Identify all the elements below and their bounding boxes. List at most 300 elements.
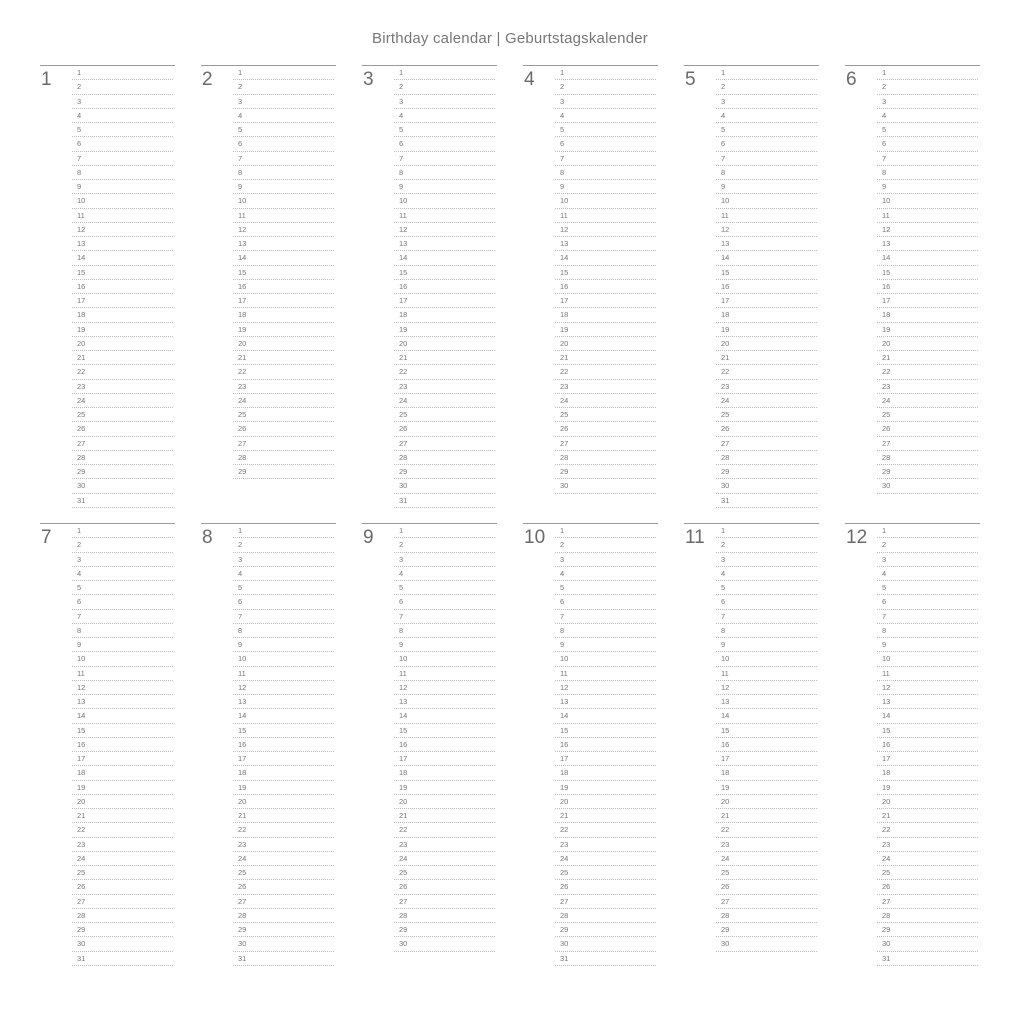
day-row[interactable]: 7 bbox=[877, 152, 978, 166]
day-row[interactable]: 16 bbox=[877, 738, 978, 752]
day-row[interactable]: 16 bbox=[555, 280, 656, 294]
day-row[interactable]: 28 bbox=[555, 451, 656, 465]
day-row[interactable]: 15 bbox=[233, 266, 334, 280]
day-row[interactable]: 19 bbox=[555, 781, 656, 795]
day-row[interactable]: 30 bbox=[72, 937, 173, 951]
day-row[interactable]: 18 bbox=[716, 308, 817, 322]
day-row[interactable]: 5 bbox=[72, 123, 173, 137]
day-row[interactable]: 30 bbox=[877, 937, 978, 951]
day-row[interactable]: 4 bbox=[716, 567, 817, 581]
day-row[interactable]: 24 bbox=[233, 394, 334, 408]
day-row[interactable]: 7 bbox=[877, 610, 978, 624]
day-row[interactable]: 14 bbox=[72, 709, 173, 723]
day-row[interactable]: 6 bbox=[72, 137, 173, 151]
day-row[interactable]: 2 bbox=[716, 538, 817, 552]
day-row[interactable]: 17 bbox=[877, 294, 978, 308]
day-row[interactable]: 22 bbox=[877, 823, 978, 837]
day-row[interactable]: 7 bbox=[233, 610, 334, 624]
day-row[interactable]: 23 bbox=[555, 838, 656, 852]
day-row[interactable]: 11 bbox=[72, 209, 173, 223]
day-row[interactable]: 26 bbox=[233, 422, 334, 436]
day-row[interactable]: 16 bbox=[716, 280, 817, 294]
day-row[interactable]: 1 bbox=[877, 66, 978, 80]
day-row[interactable]: 5 bbox=[716, 123, 817, 137]
day-row[interactable]: 16 bbox=[233, 280, 334, 294]
day-row[interactable]: 11 bbox=[716, 667, 817, 681]
day-row[interactable]: 29 bbox=[394, 465, 495, 479]
day-row[interactable]: 12 bbox=[233, 681, 334, 695]
day-row[interactable]: 23 bbox=[233, 838, 334, 852]
day-row[interactable]: 24 bbox=[555, 852, 656, 866]
day-row[interactable]: 17 bbox=[716, 294, 817, 308]
day-row[interactable]: 16 bbox=[233, 738, 334, 752]
day-row[interactable]: 24 bbox=[72, 394, 173, 408]
day-row[interactable]: 5 bbox=[233, 581, 334, 595]
day-row[interactable]: 11 bbox=[233, 209, 334, 223]
day-row[interactable]: 30 bbox=[877, 479, 978, 493]
day-row[interactable]: 7 bbox=[716, 610, 817, 624]
day-row[interactable]: 14 bbox=[233, 709, 334, 723]
day-row[interactable]: 20 bbox=[877, 795, 978, 809]
day-row[interactable]: 29 bbox=[72, 465, 173, 479]
day-row[interactable]: 10 bbox=[72, 194, 173, 208]
day-row[interactable]: 8 bbox=[233, 624, 334, 638]
day-row[interactable]: 8 bbox=[555, 166, 656, 180]
day-row[interactable]: 7 bbox=[555, 610, 656, 624]
day-row[interactable]: 1 bbox=[716, 524, 817, 538]
day-row[interactable]: 19 bbox=[877, 323, 978, 337]
day-row[interactable]: 22 bbox=[72, 365, 173, 379]
day-row[interactable]: 21 bbox=[233, 351, 334, 365]
day-row[interactable]: 25 bbox=[233, 866, 334, 880]
day-row[interactable]: 21 bbox=[716, 809, 817, 823]
day-row[interactable]: 31 bbox=[555, 952, 656, 966]
day-row[interactable]: 11 bbox=[394, 667, 495, 681]
day-row[interactable]: 14 bbox=[716, 251, 817, 265]
day-row[interactable]: 28 bbox=[394, 451, 495, 465]
day-row[interactable]: 5 bbox=[555, 581, 656, 595]
day-row[interactable]: 18 bbox=[233, 766, 334, 780]
day-row[interactable]: 29 bbox=[877, 465, 978, 479]
day-row[interactable]: 12 bbox=[716, 223, 817, 237]
day-row[interactable]: 12 bbox=[72, 681, 173, 695]
day-row[interactable]: 17 bbox=[394, 752, 495, 766]
day-row[interactable]: 11 bbox=[877, 209, 978, 223]
day-row[interactable]: 22 bbox=[394, 365, 495, 379]
day-row[interactable]: 9 bbox=[72, 638, 173, 652]
day-row[interactable]: 1 bbox=[233, 66, 334, 80]
day-row[interactable]: 4 bbox=[877, 109, 978, 123]
day-row[interactable]: 17 bbox=[72, 294, 173, 308]
day-row[interactable]: 10 bbox=[233, 652, 334, 666]
day-row[interactable]: 22 bbox=[716, 365, 817, 379]
day-row[interactable]: 28 bbox=[877, 909, 978, 923]
day-row[interactable]: 23 bbox=[394, 838, 495, 852]
day-row[interactable]: 4 bbox=[72, 109, 173, 123]
day-row[interactable]: 25 bbox=[72, 866, 173, 880]
day-row[interactable]: 16 bbox=[555, 738, 656, 752]
day-row[interactable]: 27 bbox=[233, 437, 334, 451]
day-row[interactable]: 25 bbox=[233, 408, 334, 422]
day-row[interactable]: 2 bbox=[233, 80, 334, 94]
day-row[interactable]: 18 bbox=[394, 766, 495, 780]
day-row[interactable]: 25 bbox=[394, 408, 495, 422]
day-row[interactable]: 8 bbox=[394, 166, 495, 180]
day-row[interactable]: 30 bbox=[555, 479, 656, 493]
day-row[interactable]: 10 bbox=[72, 652, 173, 666]
day-row[interactable]: 5 bbox=[555, 123, 656, 137]
day-row[interactable]: 28 bbox=[233, 909, 334, 923]
day-row[interactable]: 8 bbox=[877, 166, 978, 180]
day-row[interactable]: 20 bbox=[394, 795, 495, 809]
day-row[interactable]: 10 bbox=[394, 194, 495, 208]
day-row[interactable]: 26 bbox=[877, 880, 978, 894]
day-row[interactable]: 3 bbox=[555, 95, 656, 109]
day-row[interactable]: 21 bbox=[716, 351, 817, 365]
day-row[interactable]: 31 bbox=[716, 494, 817, 508]
day-row[interactable]: 31 bbox=[877, 952, 978, 966]
day-row[interactable]: 15 bbox=[394, 724, 495, 738]
day-row[interactable]: 10 bbox=[555, 194, 656, 208]
day-row[interactable]: 30 bbox=[716, 937, 817, 951]
day-row[interactable]: 24 bbox=[716, 394, 817, 408]
day-row[interactable]: 21 bbox=[72, 351, 173, 365]
day-row[interactable]: 30 bbox=[555, 937, 656, 951]
day-row[interactable]: 3 bbox=[394, 95, 495, 109]
day-row[interactable]: 4 bbox=[394, 109, 495, 123]
day-row[interactable]: 18 bbox=[877, 308, 978, 322]
day-row[interactable]: 28 bbox=[72, 451, 173, 465]
day-row[interactable]: 7 bbox=[394, 610, 495, 624]
day-row[interactable]: 14 bbox=[877, 709, 978, 723]
day-row[interactable]: 4 bbox=[394, 567, 495, 581]
day-row[interactable]: 28 bbox=[716, 909, 817, 923]
day-row[interactable]: 2 bbox=[394, 80, 495, 94]
day-row[interactable]: 16 bbox=[394, 738, 495, 752]
day-row[interactable]: 7 bbox=[394, 152, 495, 166]
day-row[interactable]: 14 bbox=[555, 251, 656, 265]
day-row[interactable]: 3 bbox=[233, 95, 334, 109]
day-row[interactable]: 13 bbox=[233, 695, 334, 709]
day-row[interactable]: 13 bbox=[555, 695, 656, 709]
day-row[interactable]: 21 bbox=[394, 809, 495, 823]
day-row[interactable]: 19 bbox=[394, 781, 495, 795]
day-row[interactable]: 31 bbox=[72, 494, 173, 508]
day-row[interactable]: 6 bbox=[233, 137, 334, 151]
day-row[interactable]: 27 bbox=[233, 895, 334, 909]
day-row[interactable]: 18 bbox=[555, 766, 656, 780]
day-row[interactable]: 26 bbox=[72, 422, 173, 436]
day-row[interactable]: 28 bbox=[72, 909, 173, 923]
day-row[interactable]: 8 bbox=[877, 624, 978, 638]
day-row[interactable]: 13 bbox=[877, 695, 978, 709]
day-row[interactable]: 29 bbox=[877, 923, 978, 937]
day-row[interactable]: 6 bbox=[716, 595, 817, 609]
day-row[interactable]: 7 bbox=[72, 152, 173, 166]
day-row[interactable]: 2 bbox=[233, 538, 334, 552]
day-row[interactable]: 20 bbox=[72, 795, 173, 809]
day-row[interactable]: 27 bbox=[555, 895, 656, 909]
day-row[interactable]: 28 bbox=[877, 451, 978, 465]
day-row[interactable]: 30 bbox=[716, 479, 817, 493]
day-row[interactable]: 9 bbox=[877, 638, 978, 652]
day-row[interactable]: 14 bbox=[72, 251, 173, 265]
day-row[interactable]: 25 bbox=[877, 866, 978, 880]
day-row[interactable]: 8 bbox=[716, 166, 817, 180]
day-row[interactable]: 25 bbox=[72, 408, 173, 422]
day-row[interactable]: 20 bbox=[233, 795, 334, 809]
day-row[interactable]: 7 bbox=[72, 610, 173, 624]
day-row[interactable]: 23 bbox=[72, 838, 173, 852]
day-row[interactable]: 20 bbox=[72, 337, 173, 351]
day-row[interactable]: 3 bbox=[72, 95, 173, 109]
day-row[interactable]: 26 bbox=[716, 422, 817, 436]
day-row[interactable]: 4 bbox=[233, 567, 334, 581]
day-row[interactable]: 24 bbox=[877, 852, 978, 866]
day-row[interactable]: 12 bbox=[555, 681, 656, 695]
day-row[interactable]: 12 bbox=[72, 223, 173, 237]
day-row[interactable]: 6 bbox=[716, 137, 817, 151]
day-row[interactable]: 29 bbox=[716, 923, 817, 937]
day-row[interactable]: 14 bbox=[394, 251, 495, 265]
day-row[interactable]: 26 bbox=[394, 880, 495, 894]
day-row[interactable]: 15 bbox=[72, 266, 173, 280]
day-row[interactable]: 27 bbox=[877, 895, 978, 909]
day-row[interactable]: 10 bbox=[877, 652, 978, 666]
day-row[interactable]: 20 bbox=[394, 337, 495, 351]
day-row[interactable]: 5 bbox=[394, 581, 495, 595]
day-row[interactable]: 13 bbox=[72, 695, 173, 709]
day-row[interactable]: 11 bbox=[555, 667, 656, 681]
day-row[interactable]: 16 bbox=[716, 738, 817, 752]
day-row[interactable]: 26 bbox=[877, 422, 978, 436]
day-row[interactable]: 10 bbox=[555, 652, 656, 666]
day-row[interactable]: 15 bbox=[72, 724, 173, 738]
day-row[interactable]: 30 bbox=[394, 937, 495, 951]
day-row[interactable]: 5 bbox=[716, 581, 817, 595]
day-row[interactable]: 19 bbox=[233, 323, 334, 337]
day-row[interactable]: 13 bbox=[394, 237, 495, 251]
day-row[interactable]: 1 bbox=[72, 66, 173, 80]
day-row[interactable]: 3 bbox=[72, 553, 173, 567]
day-row[interactable]: 15 bbox=[877, 266, 978, 280]
day-row[interactable]: 13 bbox=[716, 695, 817, 709]
day-row[interactable]: 25 bbox=[716, 866, 817, 880]
day-row[interactable]: 24 bbox=[394, 852, 495, 866]
day-row[interactable]: 20 bbox=[716, 337, 817, 351]
day-row[interactable]: 31 bbox=[233, 952, 334, 966]
day-row[interactable]: 19 bbox=[72, 323, 173, 337]
day-row[interactable]: 25 bbox=[555, 408, 656, 422]
day-row[interactable]: 5 bbox=[394, 123, 495, 137]
day-row[interactable]: 20 bbox=[877, 337, 978, 351]
day-row[interactable]: 15 bbox=[716, 266, 817, 280]
day-row[interactable]: 5 bbox=[877, 123, 978, 137]
day-row[interactable]: 11 bbox=[233, 667, 334, 681]
day-row[interactable]: 30 bbox=[394, 479, 495, 493]
day-row[interactable]: 1 bbox=[394, 66, 495, 80]
day-row[interactable]: 17 bbox=[877, 752, 978, 766]
day-row[interactable]: 4 bbox=[555, 567, 656, 581]
day-row[interactable]: 8 bbox=[233, 166, 334, 180]
day-row[interactable]: 23 bbox=[233, 380, 334, 394]
day-row[interactable]: 9 bbox=[555, 180, 656, 194]
day-row[interactable]: 25 bbox=[555, 866, 656, 880]
day-row[interactable]: 14 bbox=[716, 709, 817, 723]
day-row[interactable]: 29 bbox=[394, 923, 495, 937]
day-row[interactable]: 15 bbox=[555, 724, 656, 738]
day-row[interactable]: 27 bbox=[716, 895, 817, 909]
day-row[interactable]: 1 bbox=[555, 66, 656, 80]
day-row[interactable]: 29 bbox=[555, 923, 656, 937]
day-row[interactable]: 1 bbox=[394, 524, 495, 538]
day-row[interactable]: 21 bbox=[72, 809, 173, 823]
day-row[interactable]: 1 bbox=[233, 524, 334, 538]
day-row[interactable]: 1 bbox=[716, 66, 817, 80]
day-row[interactable]: 26 bbox=[716, 880, 817, 894]
day-row[interactable]: 3 bbox=[233, 553, 334, 567]
day-row[interactable]: 4 bbox=[72, 567, 173, 581]
day-row[interactable]: 26 bbox=[72, 880, 173, 894]
day-row[interactable]: 29 bbox=[233, 465, 334, 479]
day-row[interactable]: 9 bbox=[233, 638, 334, 652]
day-row[interactable]: 30 bbox=[233, 937, 334, 951]
day-row[interactable]: 28 bbox=[555, 909, 656, 923]
day-row[interactable]: 17 bbox=[72, 752, 173, 766]
day-row[interactable]: 11 bbox=[716, 209, 817, 223]
day-row[interactable]: 2 bbox=[394, 538, 495, 552]
day-row[interactable]: 27 bbox=[72, 437, 173, 451]
day-row[interactable]: 19 bbox=[555, 323, 656, 337]
day-row[interactable]: 4 bbox=[877, 567, 978, 581]
day-row[interactable]: 9 bbox=[394, 638, 495, 652]
day-row[interactable]: 9 bbox=[72, 180, 173, 194]
day-row[interactable]: 22 bbox=[716, 823, 817, 837]
day-row[interactable]: 2 bbox=[555, 538, 656, 552]
day-row[interactable]: 5 bbox=[72, 581, 173, 595]
day-row[interactable]: 1 bbox=[555, 524, 656, 538]
day-row[interactable]: 12 bbox=[877, 681, 978, 695]
day-row[interactable]: 22 bbox=[877, 365, 978, 379]
day-row[interactable]: 23 bbox=[394, 380, 495, 394]
day-row[interactable]: 27 bbox=[877, 437, 978, 451]
day-row[interactable]: 18 bbox=[394, 308, 495, 322]
day-row[interactable]: 10 bbox=[233, 194, 334, 208]
day-row[interactable]: 19 bbox=[716, 323, 817, 337]
day-row[interactable]: 21 bbox=[555, 351, 656, 365]
day-row[interactable]: 17 bbox=[716, 752, 817, 766]
day-row[interactable]: 6 bbox=[72, 595, 173, 609]
day-row[interactable]: 6 bbox=[394, 595, 495, 609]
day-row[interactable]: 9 bbox=[233, 180, 334, 194]
day-row[interactable]: 23 bbox=[877, 380, 978, 394]
day-row[interactable]: 12 bbox=[877, 223, 978, 237]
day-row[interactable]: 21 bbox=[555, 809, 656, 823]
day-row[interactable]: 22 bbox=[233, 365, 334, 379]
day-row[interactable]: 14 bbox=[877, 251, 978, 265]
day-row[interactable]: 25 bbox=[394, 866, 495, 880]
day-row[interactable]: 28 bbox=[394, 909, 495, 923]
day-row[interactable]: 18 bbox=[716, 766, 817, 780]
day-row[interactable]: 18 bbox=[72, 308, 173, 322]
day-row[interactable]: 15 bbox=[555, 266, 656, 280]
day-row[interactable]: 10 bbox=[716, 652, 817, 666]
day-row[interactable]: 24 bbox=[394, 394, 495, 408]
day-row[interactable]: 22 bbox=[555, 365, 656, 379]
day-row[interactable]: 7 bbox=[233, 152, 334, 166]
day-row[interactable]: 8 bbox=[72, 166, 173, 180]
day-row[interactable]: 31 bbox=[72, 952, 173, 966]
day-row[interactable]: 12 bbox=[555, 223, 656, 237]
day-row[interactable]: 26 bbox=[555, 422, 656, 436]
day-row[interactable]: 21 bbox=[394, 351, 495, 365]
day-row[interactable]: 3 bbox=[877, 553, 978, 567]
day-row[interactable]: 23 bbox=[555, 380, 656, 394]
day-row[interactable]: 13 bbox=[394, 695, 495, 709]
day-row[interactable]: 17 bbox=[394, 294, 495, 308]
day-row[interactable]: 12 bbox=[394, 223, 495, 237]
day-row[interactable]: 13 bbox=[72, 237, 173, 251]
day-row[interactable]: 8 bbox=[716, 624, 817, 638]
day-row[interactable]: 21 bbox=[877, 809, 978, 823]
day-row[interactable]: 6 bbox=[555, 595, 656, 609]
day-row[interactable]: 26 bbox=[394, 422, 495, 436]
day-row[interactable]: 9 bbox=[877, 180, 978, 194]
day-row[interactable]: 21 bbox=[233, 809, 334, 823]
day-row[interactable]: 4 bbox=[233, 109, 334, 123]
day-row[interactable]: 2 bbox=[72, 80, 173, 94]
day-row[interactable]: 22 bbox=[394, 823, 495, 837]
day-row[interactable]: 28 bbox=[716, 451, 817, 465]
day-row[interactable]: 12 bbox=[394, 681, 495, 695]
day-row[interactable]: 24 bbox=[233, 852, 334, 866]
day-row[interactable]: 6 bbox=[877, 595, 978, 609]
day-row[interactable]: 25 bbox=[716, 408, 817, 422]
day-row[interactable]: 27 bbox=[394, 437, 495, 451]
day-row[interactable]: 16 bbox=[72, 280, 173, 294]
day-row[interactable]: 14 bbox=[233, 251, 334, 265]
day-row[interactable]: 14 bbox=[394, 709, 495, 723]
day-row[interactable]: 15 bbox=[394, 266, 495, 280]
day-row[interactable]: 27 bbox=[716, 437, 817, 451]
day-row[interactable]: 22 bbox=[72, 823, 173, 837]
day-row[interactable]: 20 bbox=[555, 795, 656, 809]
day-row[interactable]: 8 bbox=[555, 624, 656, 638]
day-row[interactable]: 19 bbox=[72, 781, 173, 795]
day-row[interactable]: 16 bbox=[72, 738, 173, 752]
day-row[interactable]: 26 bbox=[233, 880, 334, 894]
day-row[interactable]: 16 bbox=[877, 280, 978, 294]
day-row[interactable]: 1 bbox=[877, 524, 978, 538]
day-row[interactable]: 22 bbox=[555, 823, 656, 837]
day-row[interactable]: 17 bbox=[555, 294, 656, 308]
day-row[interactable]: 9 bbox=[555, 638, 656, 652]
day-row[interactable]: 13 bbox=[555, 237, 656, 251]
day-row[interactable]: 3 bbox=[394, 553, 495, 567]
day-row[interactable]: 3 bbox=[716, 95, 817, 109]
day-row[interactable]: 15 bbox=[877, 724, 978, 738]
day-row[interactable]: 10 bbox=[394, 652, 495, 666]
day-row[interactable]: 1 bbox=[72, 524, 173, 538]
day-row[interactable]: 9 bbox=[394, 180, 495, 194]
day-row[interactable]: 31 bbox=[394, 494, 495, 508]
day-row[interactable]: 10 bbox=[877, 194, 978, 208]
day-row[interactable]: 26 bbox=[555, 880, 656, 894]
day-row[interactable]: 4 bbox=[555, 109, 656, 123]
day-row[interactable]: 24 bbox=[555, 394, 656, 408]
day-row[interactable]: 27 bbox=[72, 895, 173, 909]
day-row[interactable]: 8 bbox=[394, 624, 495, 638]
